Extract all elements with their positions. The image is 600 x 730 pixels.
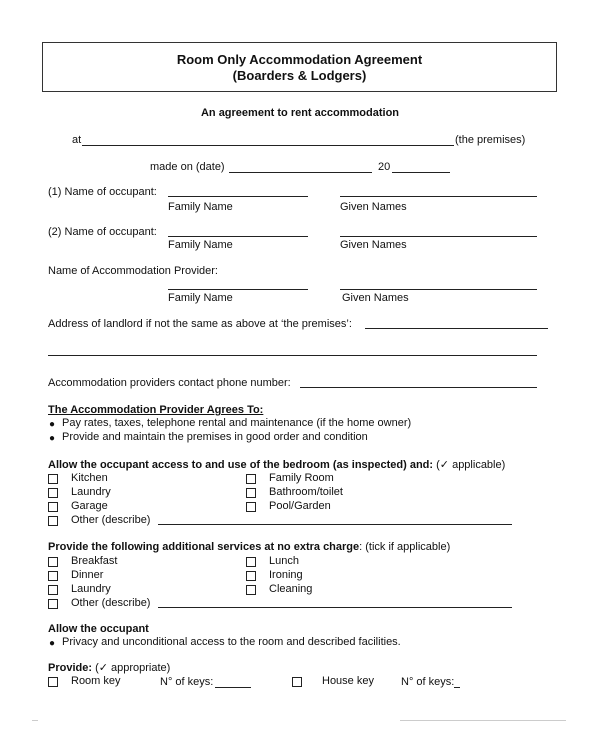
occupant2-given-caption: Given Names [340,239,407,251]
phone-field[interactable] [300,387,537,388]
laundry-checkbox[interactable] [48,488,58,498]
bathroom-checkbox[interactable] [246,488,256,498]
cleaning-label: Cleaning [269,583,313,595]
occupant2-family-field[interactable] [168,236,308,237]
agrees-item-2: Provide and maintain the premises in good order and condition [62,431,368,443]
agreement-subtitle: An agreement to rent accommodation [200,107,400,119]
pool-garden-label: Pool/Garden [269,500,331,512]
occupant1-family-caption: Family Name [168,201,233,213]
services-heading: Provide the following additional services at no extra charge [48,541,360,553]
breakfast-checkbox[interactable] [48,557,58,567]
document-subtitle: (Boarders & Lodgers) [232,68,367,83]
premises-at-label: at [72,134,82,146]
title-box [42,42,557,92]
room-key-checkbox[interactable] [48,677,58,687]
breakfast-label: Breakfast [71,555,118,567]
occupant1-given-field[interactable] [340,196,537,197]
bullet-icon: ● [49,419,56,430]
provide-heading: Provide: [48,662,93,674]
dinner-label: Dinner [71,569,104,581]
access-other-checkbox[interactable] [48,516,58,526]
room-keys-count-label: N° of keys: [160,676,214,688]
service-laundry-checkbox[interactable] [48,585,58,595]
occupant2-label: (2) Name of occupant: [48,226,157,238]
kitchen-checkbox[interactable] [48,474,58,484]
provider-family-field[interactable] [168,289,308,290]
landlord-address-label: Address of landlord if not the same as above at ‘the premises’: [48,318,352,330]
landlord-address-field-1[interactable] [365,328,548,329]
year-prefix: 20 [378,161,391,173]
premises-suffix: (the premises) [455,134,526,146]
house-key-label: House key [322,675,374,687]
provide-note: (✓ appropriate) [95,662,171,674]
garage-label: Garage [71,500,108,512]
provider-given-caption: Given Names [342,292,409,304]
service-other-checkbox[interactable] [48,599,58,609]
service-other-label: Other (describe) [71,597,151,609]
dinner-checkbox[interactable] [48,571,58,581]
access-other-field[interactable] [158,524,512,525]
allow-item: Privacy and unconditional access to the room and described facilities. [62,636,401,648]
access-heading: Allow the occupant access to and use of the bedroom (as inspected) and: [48,459,434,471]
house-keys-count-label: N° of keys: [401,676,455,688]
bullet-icon: ● [49,638,56,649]
ironing-label: Ironing [269,569,303,581]
house-keys-count-field[interactable] [454,687,460,688]
date-field[interactable] [229,172,372,173]
allow-heading: Allow the occupant [48,623,149,635]
family-room-label: Family Room [269,472,334,484]
premises-field[interactable] [82,145,454,146]
kitchen-label: Kitchen [71,472,108,484]
footer-mark [32,720,38,721]
lunch-label: Lunch [269,555,299,567]
provider-family-caption: Family Name [168,292,233,304]
occupant1-given-caption: Given Names [340,201,407,213]
occupant1-family-field[interactable] [168,196,308,197]
services-note: : (tick if applicable) [359,541,451,553]
agrees-item-1: Pay rates, taxes, telephone rental and maintenance (if the home owner) [62,417,412,429]
family-room-checkbox[interactable] [246,474,256,484]
footer-rule [400,720,566,721]
phone-label: Accommodation providers contact phone number: [48,377,291,389]
room-key-label: Room key [71,675,121,687]
agrees-heading: The Accommodation Provider Agrees To: [48,404,264,416]
occupant2-family-caption: Family Name [168,239,233,251]
ironing-checkbox[interactable] [246,571,256,581]
bullet-icon: ● [49,433,56,444]
cleaning-checkbox[interactable] [246,585,256,595]
access-other-label: Other (describe) [71,514,151,526]
pool-garden-checkbox[interactable] [246,502,256,512]
provider-given-field[interactable] [340,289,537,290]
landlord-address-field-2[interactable] [48,355,537,356]
access-note: (✓ applicable) [436,459,506,471]
document-title: Room Only Accommodation Agreement [176,52,423,67]
service-other-field[interactable] [158,607,512,608]
garage-checkbox[interactable] [48,502,58,512]
occupant1-label: (1) Name of occupant: [48,186,157,198]
year-field[interactable] [392,172,450,173]
bathroom-label: Bathroom/toilet [269,486,343,498]
service-laundry-label: Laundry [71,583,111,595]
house-key-checkbox[interactable] [292,677,302,687]
room-keys-count-field[interactable] [215,687,251,688]
laundry-label: Laundry [71,486,111,498]
lunch-checkbox[interactable] [246,557,256,567]
occupant2-given-field[interactable] [340,236,537,237]
provider-label: Name of Accommodation Provider: [48,265,218,277]
made-on-label: made on (date) [150,161,225,173]
